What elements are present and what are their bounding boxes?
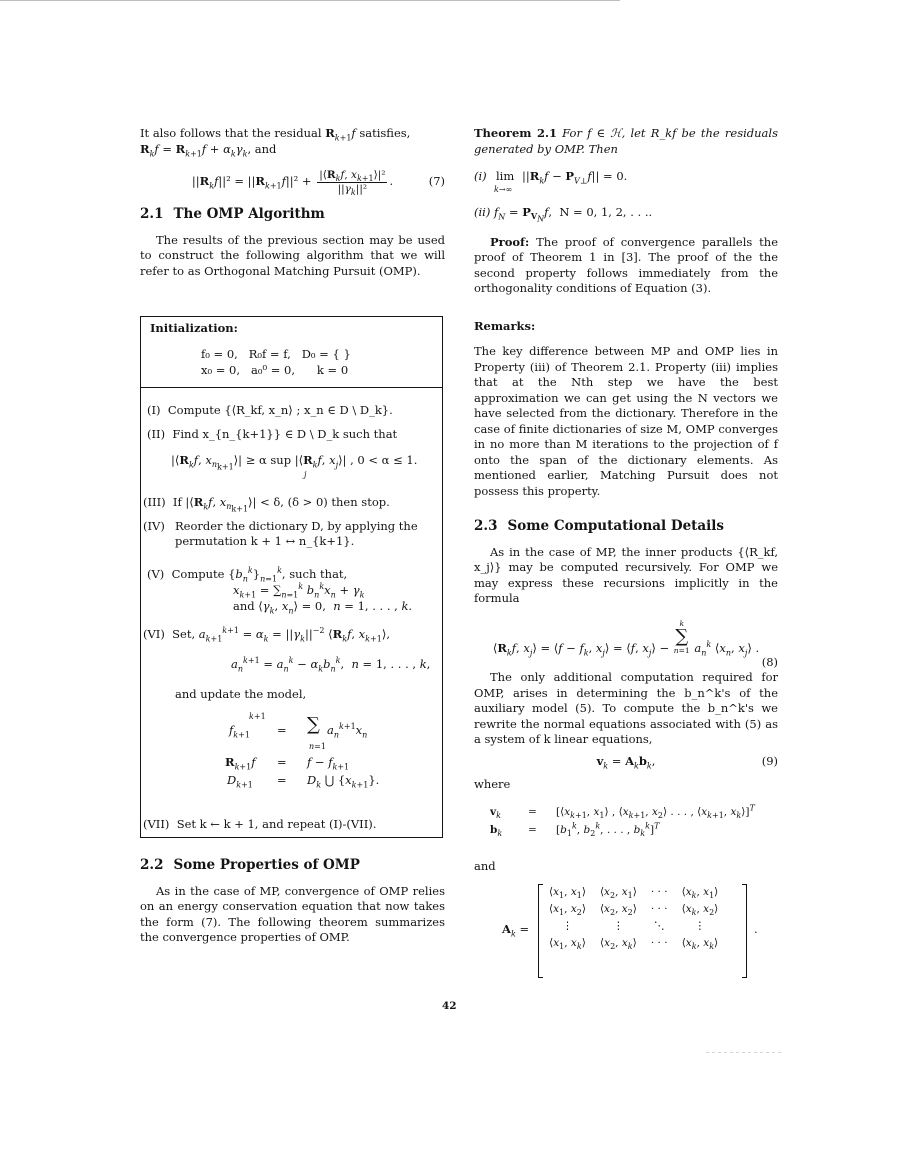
step-2: (II) Find x_{n_{k+1}} ∈ D \ D_k such that <box>147 427 398 441</box>
init-line-1: f₀ = 0, R₀f = f, D₀ = { } <box>201 347 351 361</box>
section-2-1-heading: 2.1 The OMP Algorithm <box>140 206 325 222</box>
step-5-equation-2: and $⟨\gamma_k$, $x_n⟩ = 0$, n = 1, . . . , k. <box>233 599 413 616</box>
equation-8-number: (8) <box>761 654 778 669</box>
init-separator <box>141 387 442 388</box>
step-7: (VII) Set k ← k + 1, and repeat (I)-(VII). <box>143 817 377 831</box>
algorithm-box <box>140 316 443 838</box>
equation-7: $||R_kf||^2 = ||R_{k+1}f||^2$ + $\frac{|⟨R_kf, x_{k+1}⟩|^2}{||\gamma_k||^2}$ . (7) <box>140 165 445 197</box>
step-6-update: and update the model, <box>175 687 307 701</box>
remarks-heading: Remarks: <box>474 318 536 333</box>
step-4: (IV) Reorder the dictionary D, by applying the permutation k + 1 ↔ n_{k+1}. <box>143 519 418 548</box>
remarks-text: The key difference between MP and OMP lies in Property (iii) of Theorem 2.1. Property (iii) implies that at the Nth step we have the best approximation we can get using the N vectors we have selected from the dictionary. Therefore in the case of finite dictionaries of size M, OMP converges in no more than M iterations to the projection of f onto the span of the dictionary elements. As mentioned earlier, Matching Pursuit does not possess this property. <box>474 344 778 498</box>
init-line-2: x₀ = 0, a₀⁰ = 0, k = 0 <box>201 363 349 377</box>
equation-9: $v_k = A_kb_k$, (9) <box>596 753 778 770</box>
step-3: (III) If $|⟨R_kf$, $x_{n_{k+1}}⟩| < \delta$, (δ > 0) then stop. <box>143 495 390 514</box>
theorem-2-1: Theorem 2.1 For f ∈ ℋ, let R_kf be the residuals generated by OMP. Then <box>474 126 778 156</box>
right-column <box>474 126 778 982</box>
section-2-3-text: As in the case of MP, the inner products {⟨R_kf, x_j⟩} may be computed recursively. For OMP we may express these recursions implicitly in the formula <box>474 544 778 605</box>
equation-8: $⟨R_kf$, $x_j⟩$ = ⟨f − $f_k$, $x_j⟩$ = ⟨f, $x_j⟩$ − k ∑ n=1 $a_n^k$ $⟨x_n$, $x_j⟩$ . <box>492 618 760 657</box>
vector-definitions: $v_k$ = [$⟨x_{k+1}$, $x_1⟩$ , $⟨x_{k+1}$, $x_2⟩$ . . . , $⟨x_{k+1}$, $x_k⟩]^T$ $b_k$ = [$b_1^k$, $b_2^k$, . . . , $b_k^k]^T$ <box>490 803 755 838</box>
step-5-equation-1: $x_{k+1} = \sum_{n=1}^k$ $b_n^kx_n + \gamma_k$ <box>233 582 365 600</box>
step-1: (I) Compute {⟨R_kf, x_n⟩ ; x_n ∈ D \ D_k}. <box>147 403 393 417</box>
proof-paragraph: Proof: The proof of convergence parallels the proof of Theorem 1 in [3]. The proof of the the second property follows immediately from the orthogonality conditions of Equation (3). <box>474 234 779 295</box>
section-2-2-heading: 2.2 Some Properties of OMP <box>140 857 360 873</box>
top-rule <box>0 0 620 1</box>
intro-paragraph: It also follows that the residual $R_{k+1}f$ satisfies, $R_kf = R_{k+1}f + \alpha_k\gamma_k$, and <box>140 126 411 158</box>
page-number: 42 <box>442 1000 457 1012</box>
after-eq8-text: The only additional computation required for OMP, arises in determining the b_n^k's of the auxiliary model (5). To compute the b_n^k's we rewrite the normal equations associated with (5) as a system of k linear equations, <box>474 670 778 746</box>
section-2-3-heading: 2.3 Some Computational Details <box>474 518 724 534</box>
equation-7-number: (7) <box>428 174 445 188</box>
theorem-item-ii: (ii) $f_N = P_{V_N}f$, N = 0, 1, 2, . . .. <box>474 205 653 224</box>
section-2-2 <box>140 858 445 946</box>
step-6-equation: $a_n^{k+1} = a_n^k - \alpha_kb_n^k$, n = 1, . . . , k, <box>231 656 431 674</box>
left-column <box>140 126 445 279</box>
step-5: (V) Compute $\{b_n^k\}_{n=1}^k$, such that, <box>147 566 348 584</box>
equation-9-number: (9) <box>761 753 778 768</box>
step-2-sup-index: j <box>304 470 307 479</box>
matrix-ak: $A_k$ = $⟨x_1$, $x_1⟩$ $⟨x_2$, $x_1⟩$ · · · $⟨x_k$, $x_1⟩$ $⟨x_1$, $x_2⟩$ $⟨x_2$, $x_2⟩$ · · · $⟨x_k$, $x_2⟩$ ⋮ ⋮ ⋱ ⋮ $⟨x_1$, $x_k⟩$ $⟨x_2$, $x_k⟩$ · · · $⟨x_k$, $x_k⟩$ . <box>474 882 778 982</box>
where-label: where <box>474 777 511 791</box>
update-model-equations: k+1 $f_{k+1}$ = ∑ $a_n^{k+1}x_n$ n=1 $R_{k+1}f$ = $f - f_{k+1}$ $D_{k+1}$ = $D_k$ ⋃ $\{x_{k+1}\}$. <box>225 712 380 790</box>
section-2-1-text: The results of the previous section may be used to construct the following algorithm that we will refer to as Orthogonal Matching Pursuit (OMP). <box>140 232 445 278</box>
step-6: (VI) Set, $a_{k+1}^{k+1} = \alpha_k = ||\gamma_k||^{-2}$ $⟨R_kf$, $x_{k+1}⟩$, <box>143 626 390 644</box>
init-title: Initialization: <box>150 321 238 335</box>
step-2-condition: $|⟨R_kf$, $x_{n_{k+1}}⟩| \ge \alpha$ sup $|⟨R_kf$, $x_j⟩|$ , 0 < α ≤ 1. <box>171 453 418 472</box>
scan-artifact <box>706 1052 782 1053</box>
theorem-item-i: (i) lim k→∞ $||R_kf - P_{V\perp}f|| = 0$. <box>474 169 628 194</box>
and-label: and <box>474 858 496 873</box>
section-2-2-text: As in the case of MP, convergence of OMP relies on an energy conservation equation that now takes the form (7). The following theorem summarizes the convergence properties of OMP. <box>140 883 445 944</box>
